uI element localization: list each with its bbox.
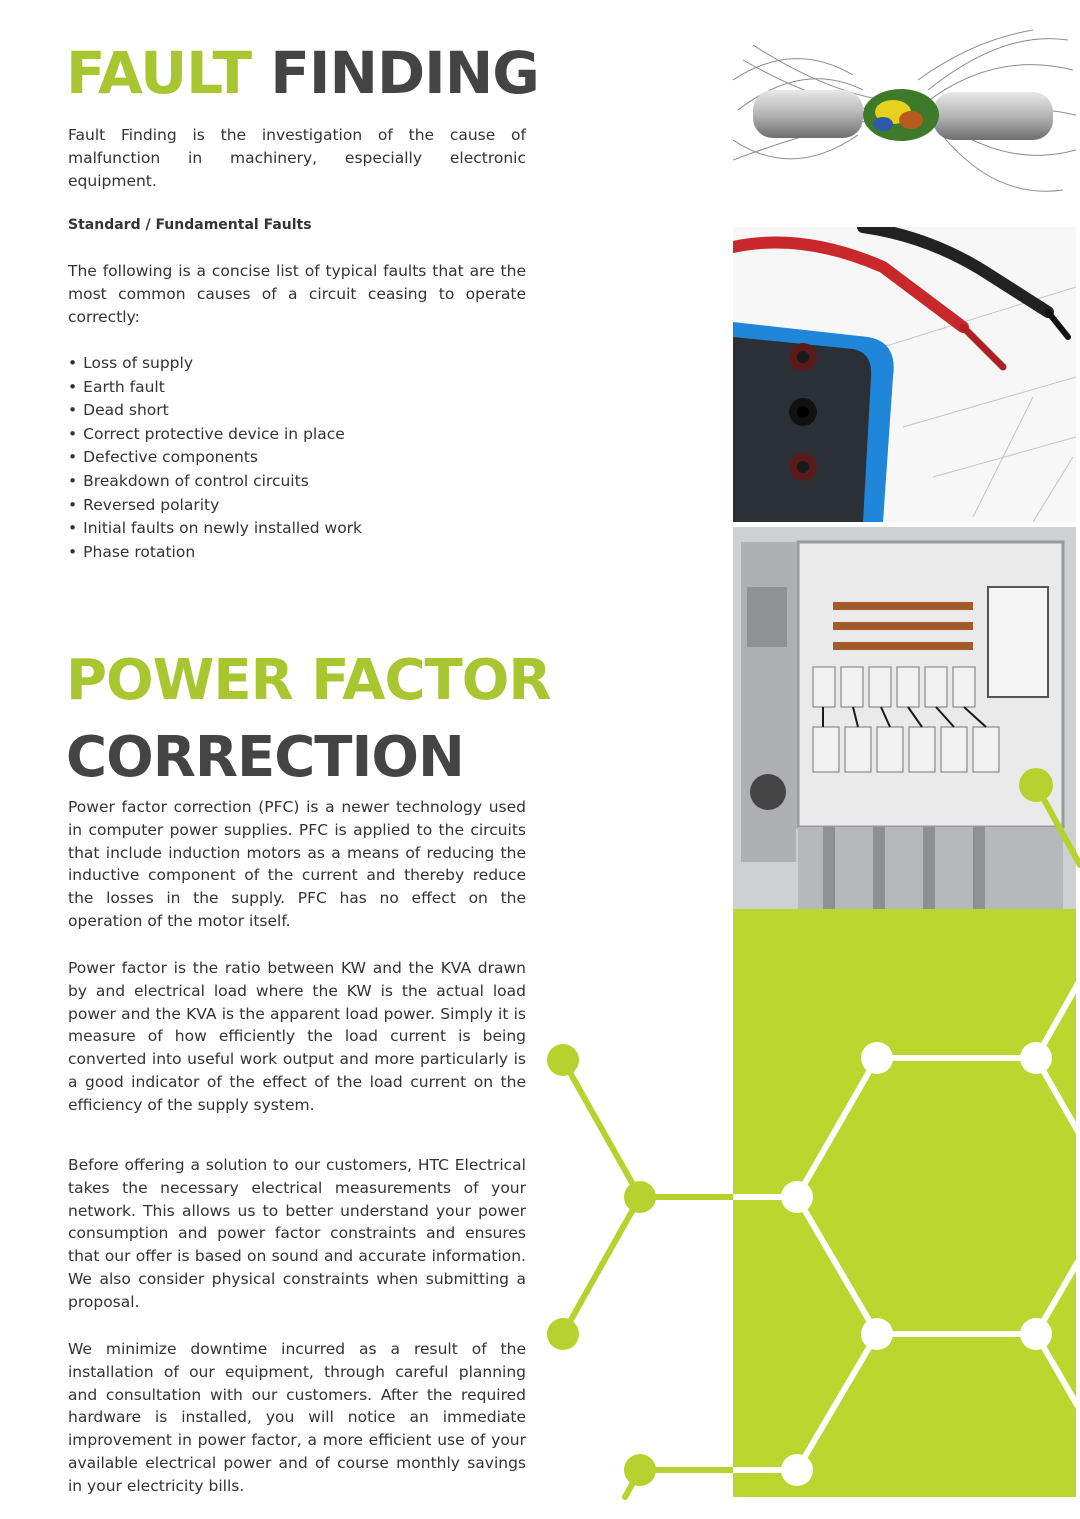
pfc-paragraph: We minimize downtime incurred as a result of the installation of our equipment, through careful planning and consultation with our customers. After the required hardware is installed, you will notice an immediate improvement in power factor, a more efficient use of your available electrical power and of course monthly savings in your electricity bills. <box>68 1340 526 1495</box>
list-item: • Correct protective device in place <box>68 423 362 447</box>
electrical-panel-photo <box>733 527 1076 909</box>
pfc-paragraph: Before offering a solution to our customers, HTC Electrical takes the necessary electrical measurements of your network. This allows us to better understand your power consumption and power factor constraints and ensures that our offer is based on sound and accurate information. We also consider physical constraints when submitting a proposal. <box>68 1156 526 1311</box>
pfc-paragraph: Power factor is the ratio between KW and the KVA drawn by and electrical load where the KW is the actual load power and the KVA is the apparent load power. Simply it is measure of how efficiently the load current is being converted into useful work output and more particularly is a good indicator of the effect of the load current on the efficiency of the supply system. <box>68 959 526 1114</box>
fault-finding-intro: Fault Finding is the investigation of the cause of malfunction in machinery, especially electronic equipment. <box>68 126 526 190</box>
pfc-paragraph: Power factor correction (PFC) is a newer technology used in computer power supplies. PFC is applied to the circuits that include induction motors as a means of reducing the inductive component of the current and thereby reduce the losses in the supply. PFC has no effect on the operation of the motor itself. <box>68 798 526 930</box>
list-item: • Reversed polarity <box>68 494 362 518</box>
broken-cable-photo <box>733 20 1076 215</box>
title-word-finding: FINDING <box>270 39 539 107</box>
list-item: • Dead short <box>68 399 362 423</box>
list-item: • Defective components <box>68 446 362 470</box>
fault-finding-title <box>66 39 539 107</box>
faults-list-intro: The following is a concise list of typical faults that are the most common causes of a circuit ceasing to operate correctly: <box>68 262 526 326</box>
title-word-fault: FAULT <box>66 39 252 107</box>
list-item: • Earth fault <box>68 376 362 400</box>
multimeter-probes-photo <box>733 227 1076 522</box>
green-accent-panel <box>733 909 1076 1497</box>
list-item: • Initial faults on newly installed work <box>68 517 362 541</box>
list-item: • Breakdown of control circuits <box>68 470 362 494</box>
list-item: • Loss of supply <box>68 352 362 376</box>
pfc-title-line2: CORRECTION <box>66 725 464 790</box>
standard-faults-subheading: Standard / Fundamental Faults <box>68 217 312 233</box>
pfc-title-line1: POWER FACTOR <box>66 648 551 713</box>
faults-list <box>68 352 362 564</box>
list-item: • Phase rotation <box>68 541 362 565</box>
